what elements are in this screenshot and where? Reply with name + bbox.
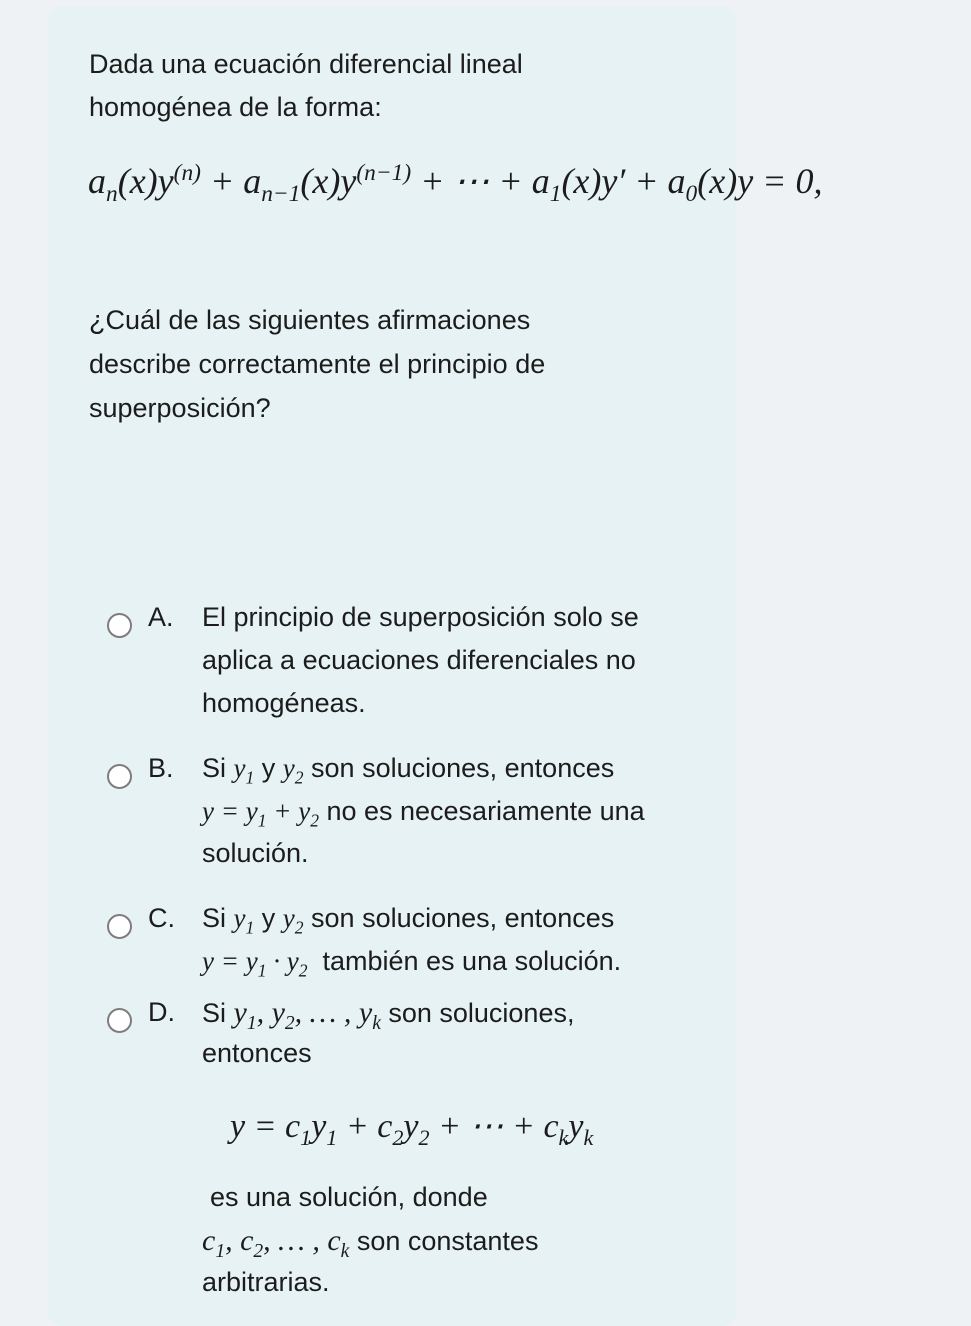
option-d-letter: D. (148, 997, 175, 1027)
option-a-line-3[interactable]: homogéneas. (202, 688, 366, 718)
math-text: , (225, 1224, 241, 1257)
math-text: y = (202, 796, 246, 826)
text: son soluciones, (380, 998, 575, 1028)
math-symbol: $y_1$ (245, 796, 267, 831)
math-text: + (266, 796, 299, 826)
differential-equation (88, 160, 822, 208)
math-text: + (337, 1108, 378, 1145)
text: son constantes (349, 1226, 539, 1256)
math-symbol: $y_2$ (298, 796, 319, 831)
text: Si (202, 753, 234, 783)
math-symbol: $a_1$ (531, 161, 562, 208)
math-symbol: $y_2$ (403, 1108, 430, 1150)
math-text: y = (202, 946, 246, 976)
math-symbol: $a_0$ (667, 161, 698, 208)
question-line-1: ¿Cuál de las siguientes afirmaciones (89, 305, 531, 335)
math-text: (x)y = 0, (697, 161, 823, 201)
math-symbol: $y_1$ (311, 1108, 338, 1150)
math-product (202, 946, 308, 981)
intro-line-2: homogénea de la forma: (89, 92, 382, 122)
math-text: y = (230, 1108, 286, 1145)
math-text: , … , (263, 1224, 328, 1257)
math-symbol: $y_k$ (358, 996, 381, 1034)
option-d-line-3[interactable]: es una solución, donde (210, 1182, 488, 1212)
option-d-radio[interactable] (107, 1008, 132, 1033)
math-text: (x)y′ + (561, 161, 668, 201)
math-symbol: $c_2$ (240, 1224, 264, 1262)
text: no es necesariamente una (318, 796, 645, 826)
math-symbol: $y_2$ (282, 903, 304, 938)
option-c-letter: C. (148, 903, 175, 933)
math-symbol: $c_k$ (327, 1224, 350, 1262)
math-symbol: $c_k$ (543, 1108, 569, 1150)
linear-combination-equation (230, 1106, 593, 1151)
math-symbol: $c_1$ (202, 1224, 226, 1262)
text: Si (202, 998, 234, 1028)
option-b-line-3[interactable]: solución. (202, 838, 309, 868)
option-a-radio[interactable] (107, 613, 132, 638)
math-sum (202, 796, 319, 831)
math-symbol: $y_2$ (286, 946, 308, 981)
text: son soluciones, entonces (303, 903, 615, 933)
math-symbol: $y^{(n)}$ (157, 160, 201, 201)
math-text: (x) (117, 161, 158, 201)
math-symbol: $y_1$ (233, 753, 255, 788)
math-text: + (200, 161, 244, 201)
math-text: (x) (300, 161, 341, 201)
option-a-line-1[interactable]: El principio de superposición solo se (202, 602, 639, 632)
math-y1 (233, 753, 255, 788)
math-symbol: $y_1$ (233, 996, 257, 1034)
math-symbol: $c_1$ (285, 1108, 312, 1150)
math-symbol: $c_2$ (377, 1108, 404, 1150)
option-a-letter: A. (148, 602, 174, 632)
text: y (254, 903, 283, 933)
math-solutions (233, 996, 381, 1034)
math-text: · (266, 946, 287, 976)
math-text: , (256, 996, 272, 1029)
math-symbol: $y_k$ (568, 1108, 594, 1150)
text: también es una solución. (307, 946, 622, 976)
math-symbol: $y_1$ (233, 903, 255, 938)
math-y2 (282, 753, 304, 788)
option-c-line-2[interactable] (202, 940, 621, 992)
math-y2 (282, 903, 304, 938)
math-text: , … , (294, 996, 359, 1029)
intro-line-1: Dada una ecuación diferencial lineal (89, 49, 523, 79)
text: son soluciones, entonces (303, 753, 615, 783)
math-y1 (233, 903, 255, 938)
option-c-radio[interactable] (107, 914, 132, 939)
text: Si (202, 903, 234, 933)
math-text: + ⋯ + (411, 161, 532, 201)
question-line-2: describe correctamente el principio de (89, 349, 546, 379)
option-d-line-5[interactable]: arbitrarias. (202, 1267, 330, 1297)
option-d-line-2[interactable]: entonces (202, 1038, 312, 1068)
option-b-radio[interactable] (107, 764, 132, 789)
math-symbol: $y_2$ (282, 753, 304, 788)
math-symbol: $y_1$ (245, 946, 267, 981)
option-a-line-2[interactable]: aplica a ecuaciones diferenciales no (202, 645, 636, 675)
math-text: + ⋯ + (429, 1108, 544, 1145)
math-symbol: $a_{n-1}$ (243, 161, 301, 208)
math-symbol: $y^{(n-1)}$ (340, 160, 412, 201)
option-b-letter: B. (148, 753, 174, 783)
text: y (254, 753, 283, 783)
math-symbol: $a_n$ (88, 161, 118, 208)
math-constants (202, 1224, 350, 1262)
math-symbol: $y_2$ (271, 996, 295, 1034)
question-line-3: superposición? (89, 393, 271, 423)
